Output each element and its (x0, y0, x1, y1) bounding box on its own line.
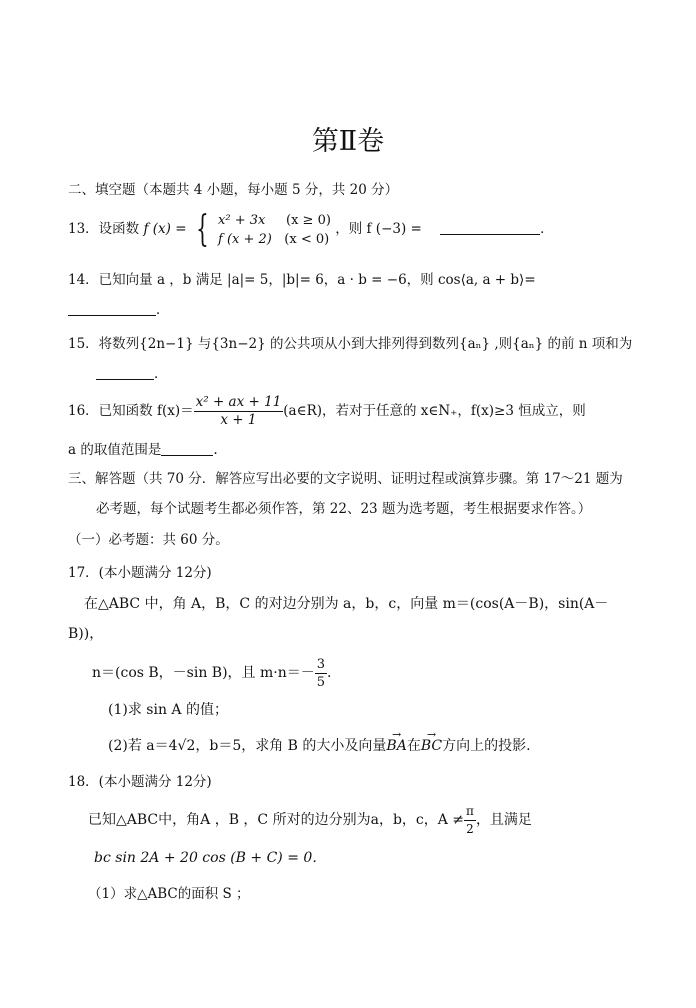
q18-line1-pre: 已知△ABC中，角A ，B ，C 所对的边分别为a，b，c，A ≠ (88, 812, 465, 828)
question-18-line1 (88, 800, 532, 840)
question-14-line2 (68, 300, 170, 320)
q13-cases (218, 211, 331, 249)
q16-range-text: a 的取值范围是 (68, 442, 162, 458)
q16-suffix: (a∈R)，若对于任意的 x∈N₊，f(x)≥3 恒成立，则 (283, 403, 586, 419)
q13-case2-expr: f (x + 2) (218, 231, 272, 247)
q14-answer-blank[interactable] (68, 301, 156, 316)
q15-answer-blank[interactable] (96, 365, 154, 380)
question-18-equation: bc sin 2A + 20 cos (B + C) = 0． (94, 850, 327, 866)
question-15-line1: 15．将数列{2n−1} 与{3n−2} 的公共项从小到大排列得到数列{aₙ} ,则{aₙ} 的前 n 项和为 (68, 336, 633, 352)
q14-period: ． (156, 302, 170, 318)
question-18-part1: （1）求△ABC的面积 S ； (88, 886, 250, 902)
q17-mn-text: n＝(cos B，－sin B)，且 m·n＝－ (92, 665, 315, 681)
q16-frac-den: x + 1 (220, 412, 257, 428)
q13-case1-cond: (x ≥ 0) (286, 212, 331, 228)
q16-frac-num: x² + ax + 11 (195, 394, 282, 410)
q16-fraction (194, 394, 284, 429)
question-17-line3 (92, 652, 331, 694)
q17-part2-mid: 在 (406, 738, 421, 754)
q17-frac-num: 3 (316, 656, 326, 672)
question-17-part2 (108, 736, 531, 756)
required-heading: （一）必考题：共 60 分。 (68, 532, 229, 548)
question-17-header: 17．(本小题满分 12分) (68, 565, 212, 581)
question-16-line2 (68, 440, 218, 460)
q15-period: ． (154, 366, 168, 382)
question-13: 13．设函数 f (x) = { x² + 3x (x ≥ 0) f (x + 2) (x < 0) ，则 f (−3) = ． (68, 208, 554, 250)
q18-frac-den: 2 (466, 821, 474, 836)
question-16-line1 (68, 391, 586, 431)
q18-frac-num: π (464, 803, 476, 821)
q16-period: . (213, 442, 218, 458)
q16-answer-blank[interactable] (161, 441, 213, 456)
q18-fraction (464, 803, 476, 838)
q17-vector-ba: → BA (386, 736, 406, 756)
q17-part2-end: 方向上的投影. (442, 738, 531, 754)
question-17-line2: B))， (68, 626, 104, 642)
q17-frac-den: 5 (316, 674, 326, 690)
q13-case2-cond: (x < 0) (284, 231, 330, 247)
q13-label: 13．设函数 (68, 221, 140, 237)
q18-line1-end: ，且满足 (475, 812, 532, 828)
question-17-line1: 在△ABC 中，角 A，B，C 的对边分别为 a，b，c，向量 m＝(cos(A－B)，sin(A－ (84, 596, 609, 612)
question-18-header: 18．(本小题满分 12分) (68, 774, 212, 790)
solve-heading-2: 必考题，每个试题考生都必须作答，第 22、23 题为选考题，考生根据要求作答。） (96, 501, 592, 517)
q17-vector-bc: → BC (421, 736, 442, 756)
q13-tail: ，则 f (−3) = (335, 221, 422, 237)
page-title: 第Ⅱ卷 (311, 126, 385, 157)
q13-answer-blank[interactable] (440, 220, 540, 235)
question-15-line2 (96, 364, 168, 384)
q13-brace: { (195, 208, 209, 250)
question-17-part1: (1)求 sin A 的值； (108, 702, 228, 718)
q17-part2-pre: (2)若 a＝4√2，b＝5，求角 B 的大小及向量 (108, 738, 387, 754)
q17-fraction (315, 656, 327, 691)
fill-in-heading: 二、填空题（本题共 4 小题，每小题 5 分，共 20 分） (68, 182, 399, 198)
question-14-line1: 14．已知向量 a ，b 满足 |a|= 5，|b|= 6，a · b = −6，则 cos⟨a, a + b⟩= (68, 272, 536, 288)
q16-prefix: 16．已知函数 f(x)＝ (68, 403, 194, 419)
q13-case1-expr: x² + 3x (218, 212, 266, 228)
q13-function: f (x) = (143, 221, 187, 237)
q17-period: . (327, 665, 332, 681)
solve-heading-1: 三、解答题（共 70 分．解答应写出必要的文字说明、证明过程或演算步骤。第 17～21 题为 (68, 471, 623, 487)
